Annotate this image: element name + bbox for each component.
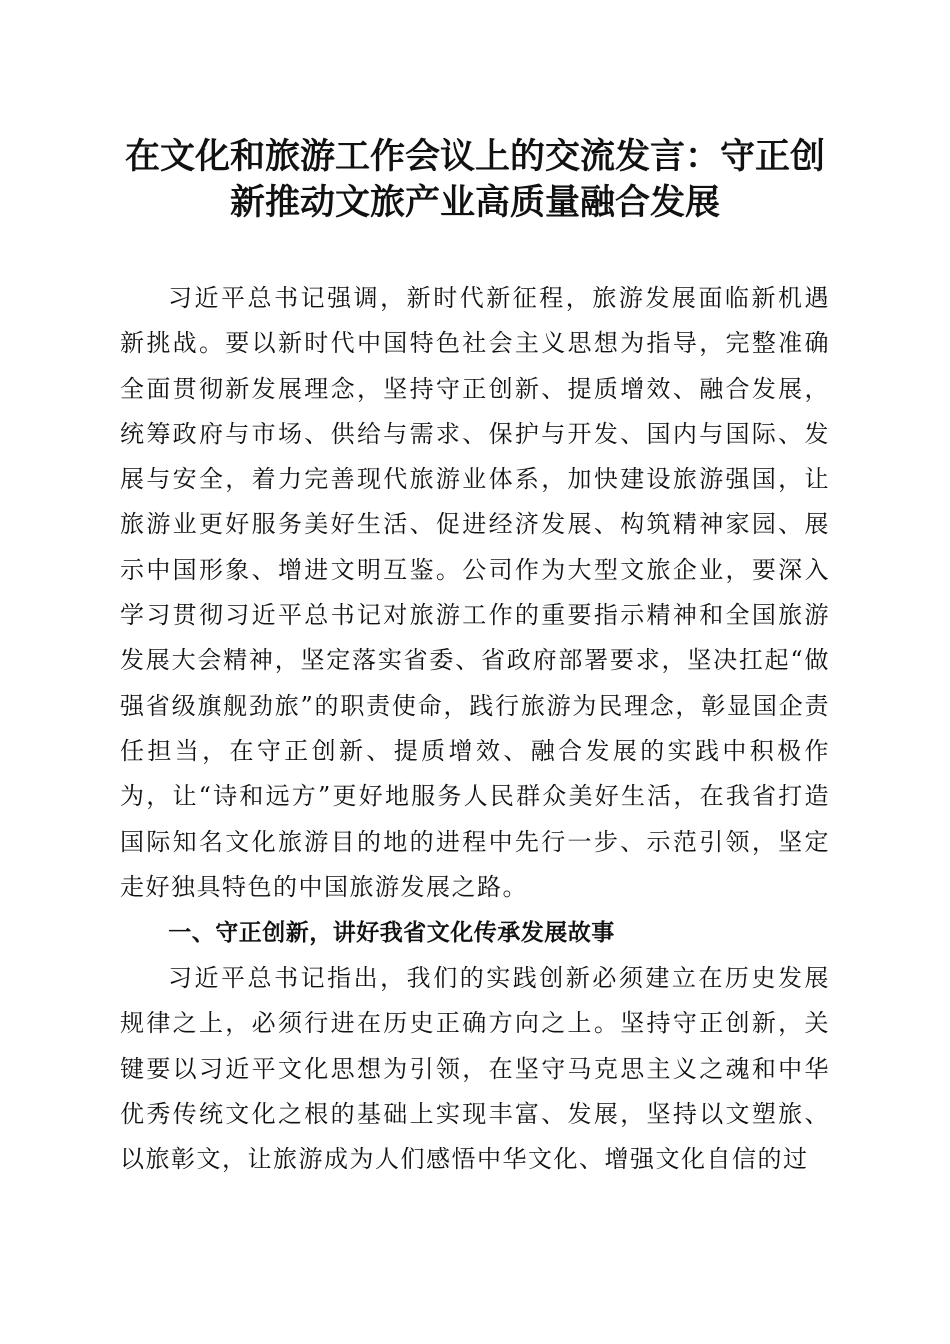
section-heading: 一、守正创新，讲好我省文化传承发展故事 xyxy=(168,920,615,947)
document-body xyxy=(120,276,830,1183)
section-paragraph: 习近平总书记指出，我们的实践创新必须建立在历史发展规律之上，必须行进在历史正确方向之上。坚持守正创新，关键要以习近平文化思想为引领，在坚守马克思主义之魂和中华优秀传统文化之根的基础上实现丰富、发展，坚持以文塑旅、以旅彰文，让旅游成为人们感悟中华文化、增强文化自信的过 xyxy=(120,964,830,1174)
document-title: 在文化和旅游工作会议上的交流发言：守正创新推动文旅产业高质量融合发展 xyxy=(124,136,825,223)
intro-paragraph: 习近平总书记强调，新时代新征程，旅游发展面临新机遇新挑战。要以新时代中国特色社会主义思想为指导，完整准确全面贯彻新发展理念，坚持守正创新、提质增效、融合发展，统筹政府与市场、供给与需求、保护与开发、国内与国际、发展与安全，着力完善现代旅游业体系，加快建设旅游强国，让旅游业更好服务美好生活、促进经济发展、构筑精神家园、展示中国形象、增进文明互鉴。公司作为大型文旅企业，要深入学习贯彻习近平总书记对旅游工作的重要指示精神和全国旅游发展大会精神，坚定落实省委、省政府部署要求，坚决扛起“做强省级旗舰劲旅”的职责使命，践行旅游为民理念，彰显国企责任担当，在守正创新、提质增效、融合发展的实践中积极作为，让“诗和远方”更好地服务人民群众美好生活，在我省打造国际知名文化旅游目的地的进程中先行一步、示范引领，坚定走好独具特色的中国旅游发展之路。 xyxy=(120,284,830,901)
